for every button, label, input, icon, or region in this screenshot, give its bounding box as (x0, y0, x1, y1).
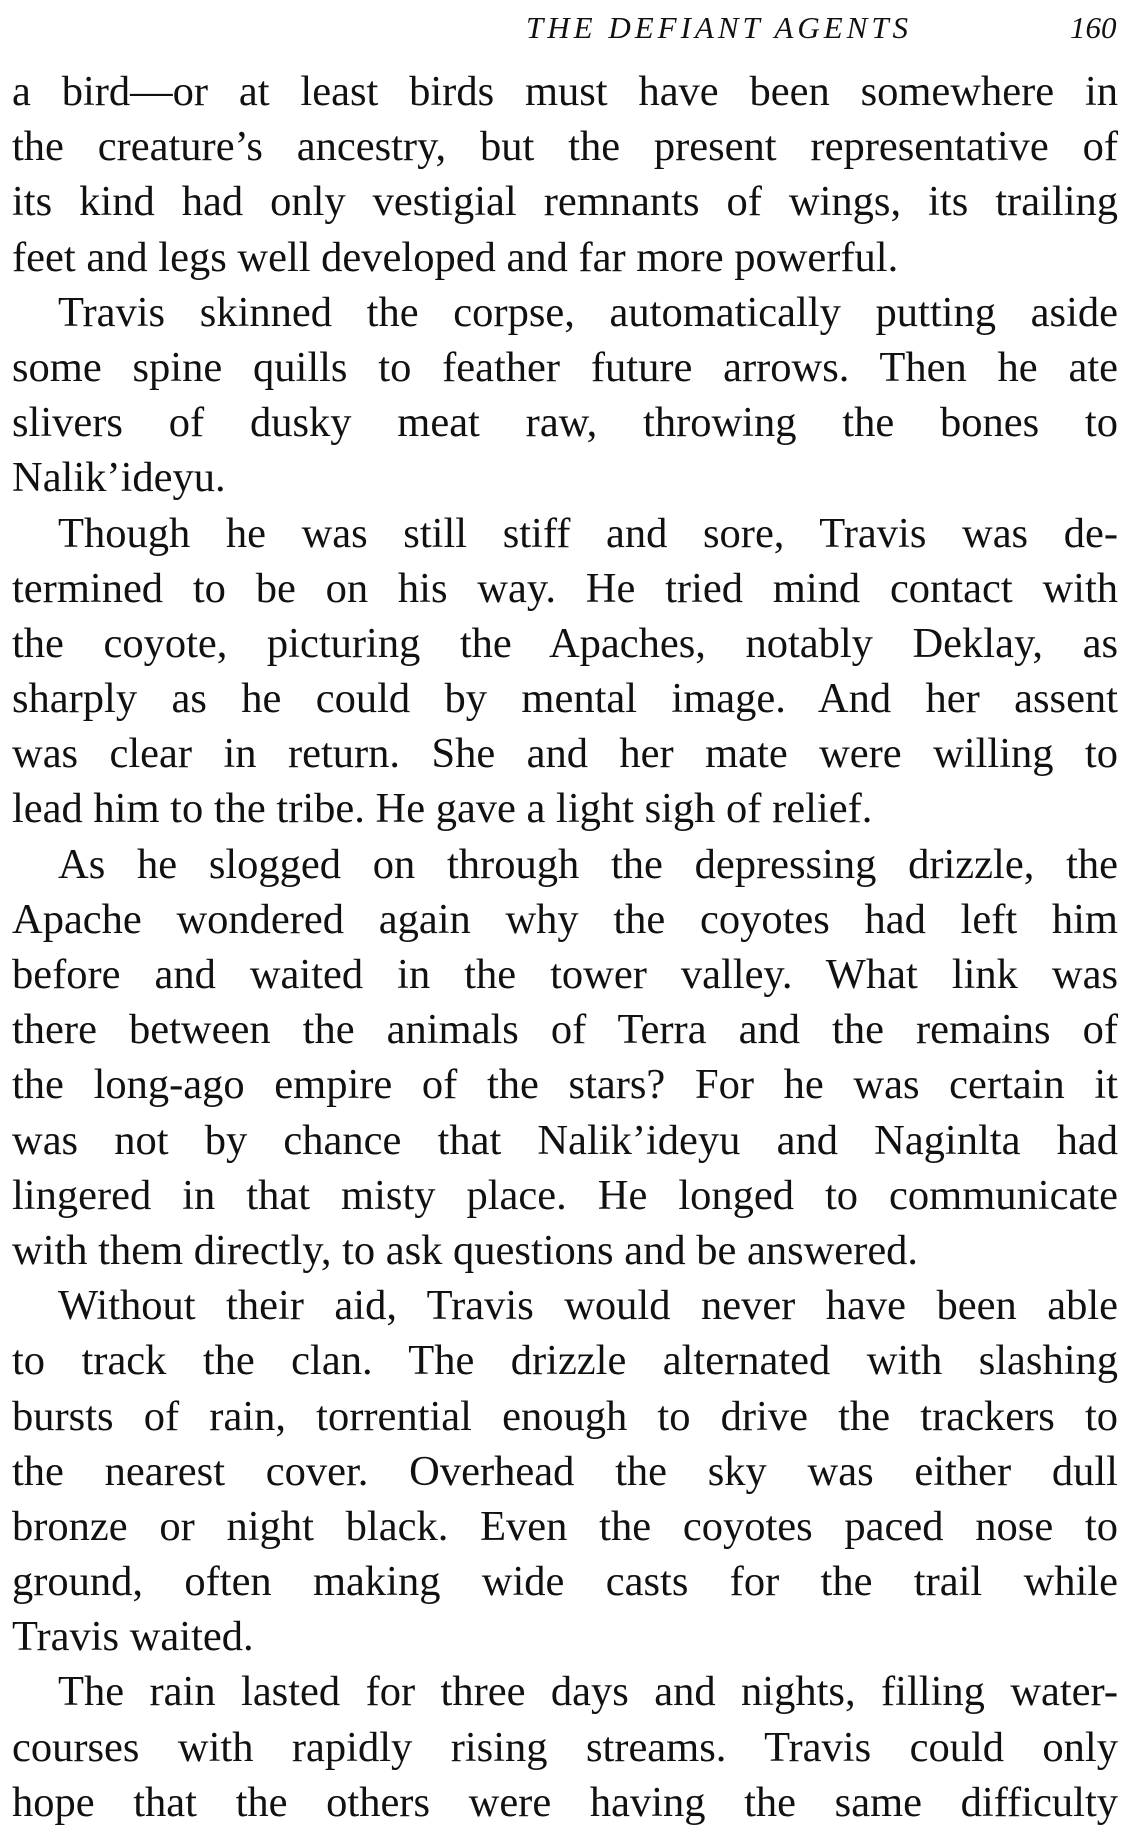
text-line: was clear in return. She and her mate were willing to (12, 730, 1118, 778)
body-text (12, 64, 1118, 1830)
paragraph (12, 1664, 1118, 1830)
text-line: before and waited in the tower valley. What link was (12, 951, 1118, 998)
text-line: The rain lasted for three days and nights, filling water- (58, 1668, 1118, 1716)
paragraph (12, 1278, 1118, 1664)
text-line: some spine quills to feather future arrows. Then he ate (12, 343, 1118, 391)
paragraph (12, 285, 1118, 506)
text-line: Nalik’ideyu. (12, 454, 226, 502)
text-line: was not by chance that Nalik’ideyu and Naginlta had (12, 1116, 1118, 1164)
running-head-title: THE DEFIANT AGENTS (526, 10, 913, 45)
text-line: with them directly, to ask questions and be answered. (12, 1226, 919, 1274)
text-line: courses with rapidly rising streams. Travis could only (12, 1723, 1118, 1771)
text-line: lead him to the tribe. He gave a light sigh of relief. (12, 785, 873, 833)
text-line: As he slogged on through the depressing drizzle, the (58, 840, 1118, 888)
text-line: bursts of rain, torrential enough to drive the trackers to (12, 1392, 1118, 1440)
text-line: the coyote, picturing the Apaches, notably Deklay, as (12, 619, 1118, 667)
text-line: Travis skinned the corpse, automatically putting aside (58, 288, 1118, 336)
text-line: feet and legs well developed and far more powerful. (12, 233, 899, 281)
text-line: ground, often making wide casts for the trail while (12, 1558, 1118, 1606)
text-line: slivers of dusky meat raw, throwing the bones to (12, 399, 1118, 447)
text-line: to track the clan. The drizzle alternated with slashing (12, 1337, 1118, 1385)
text-line: the nearest cover. Overhead the sky was either dull (12, 1447, 1118, 1495)
text-line: the long-ago empire of the stars? For he was certain it (12, 1061, 1118, 1109)
text-line: there between the animals of Terra and the remains of (12, 1006, 1118, 1054)
text-line: hope that the others were having the same difficulty (12, 1778, 1118, 1826)
paragraph (12, 506, 1118, 837)
text-line: a bird—or at least birds must have been somewhere in (12, 68, 1118, 115)
text-line: bronze or night black. Even the coyotes paced nose to (12, 1502, 1118, 1550)
text-line: lingered in that misty place. He longed to communicate (12, 1171, 1118, 1219)
paragraph (12, 837, 1118, 1279)
text-line: Without their aid, Travis would never have been able (58, 1282, 1118, 1330)
text-line: sharply as he could by mental image. And her assent (12, 675, 1118, 723)
page-number: 160 (1070, 10, 1117, 45)
paragraph (12, 64, 1118, 285)
text-line: termined to be on his way. He tried mind contact with (12, 564, 1118, 612)
text-line: Apache wondered again why the coyotes had left him (12, 895, 1118, 943)
text-line: the creature’s ancestry, but the present representative of (12, 123, 1118, 171)
text-line: its kind had only vestigial remnants of wings, its trailing (12, 178, 1118, 226)
text-line: Though he was still stiff and sore, Travis was de- (58, 509, 1118, 557)
running-head (520, 6, 1120, 50)
text-line: Travis waited. (12, 1613, 254, 1661)
